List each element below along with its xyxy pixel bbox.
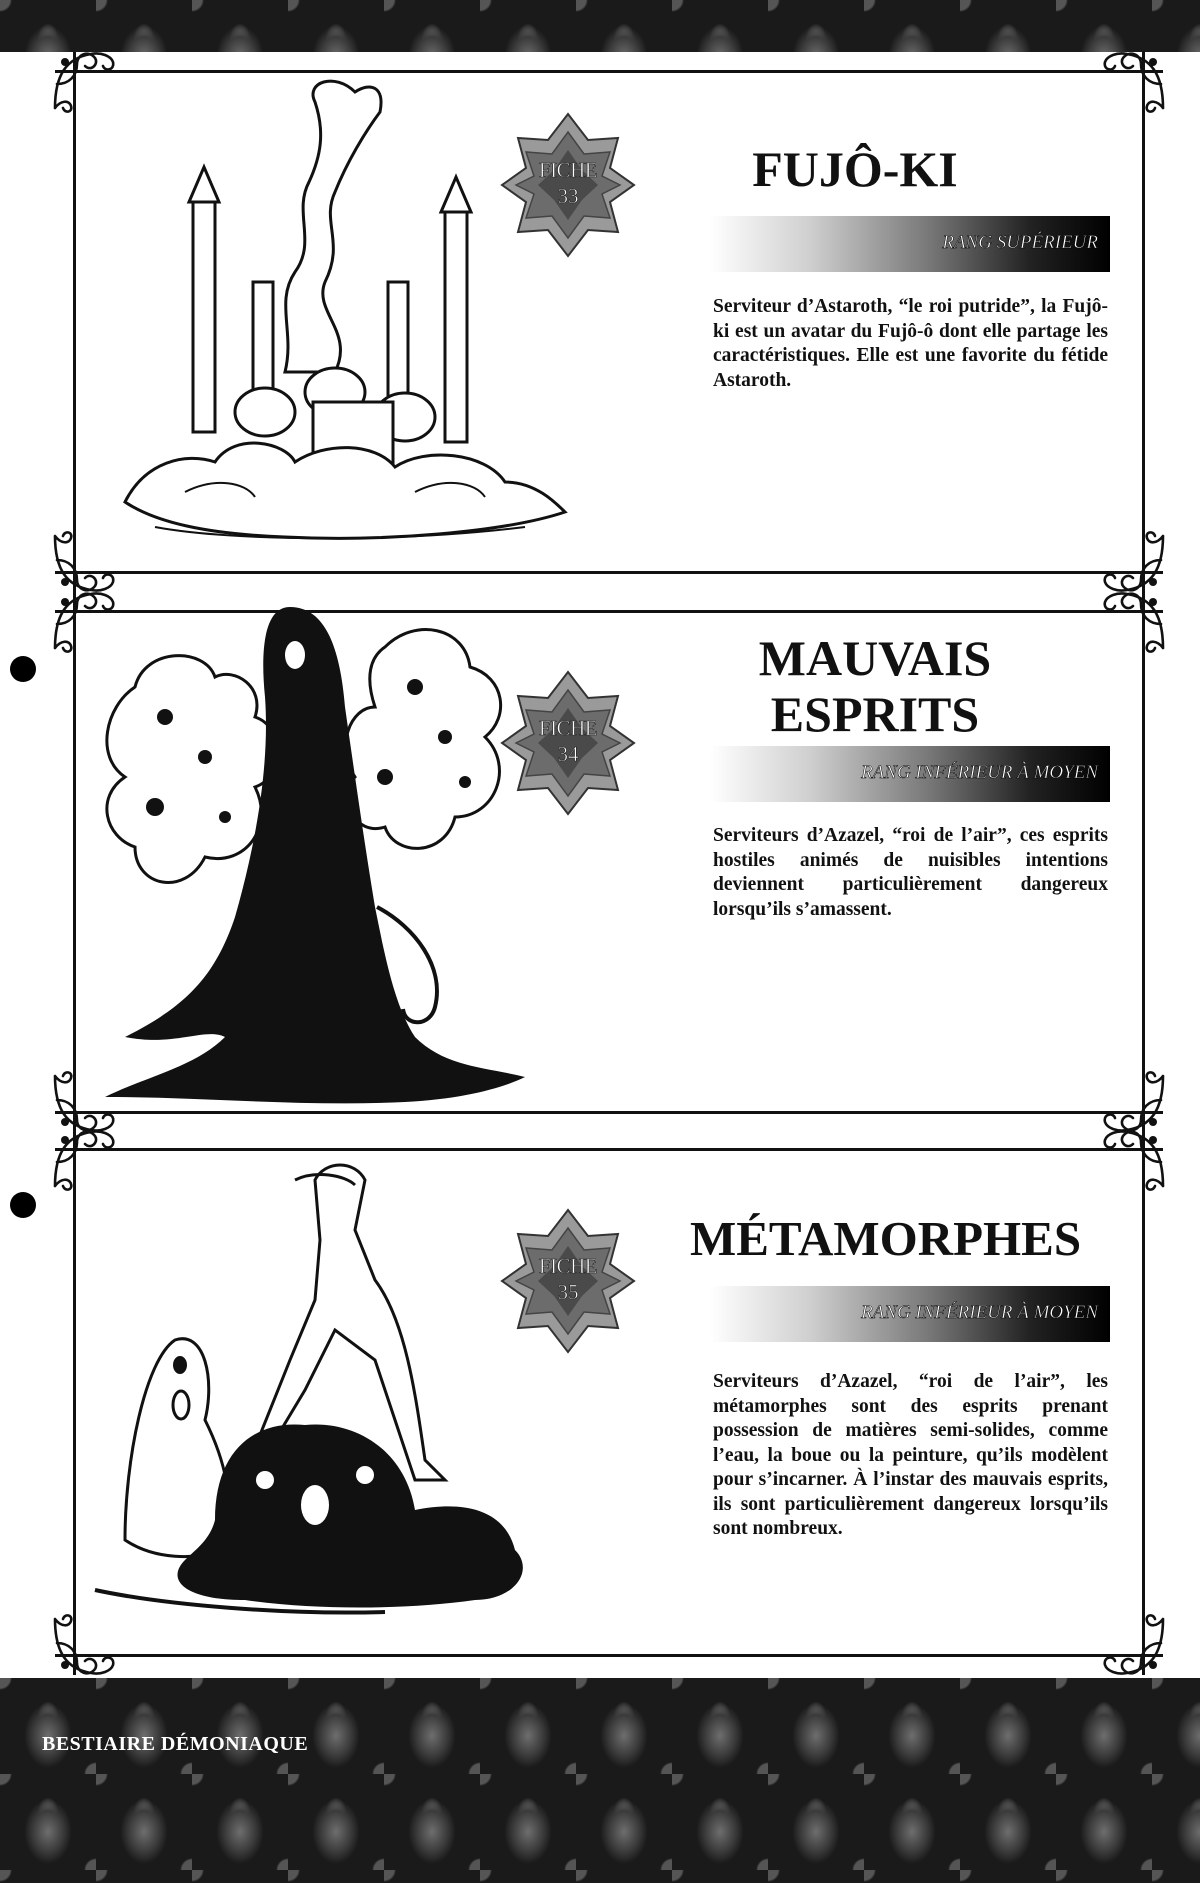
fiche-number: 34 xyxy=(557,742,579,766)
bestiary-entry-35 xyxy=(55,1130,1163,1675)
punch-hole-dot xyxy=(10,1192,36,1218)
rank-bar xyxy=(710,746,1110,802)
bottom-ornamental-band xyxy=(0,1678,1200,1883)
rank-bar xyxy=(710,216,1110,272)
entry-title-line: MÉTAMORPHES xyxy=(690,1211,1082,1266)
fiche-number: 33 xyxy=(557,184,579,208)
corner-ornament-icon xyxy=(1099,44,1171,116)
corner-ornament-icon xyxy=(1099,584,1171,656)
rank-text: RANG SUPÉRIEUR xyxy=(942,232,1098,253)
rank-text: RANG INFÉRIEUR À MOYEN xyxy=(861,762,1098,783)
fiche-label: FICHE xyxy=(538,1254,598,1278)
entry-title xyxy=(640,141,1070,197)
entry-title xyxy=(680,630,1070,742)
entry-title-line: ESPRITS xyxy=(770,686,980,742)
corner-ornament-icon xyxy=(1099,1611,1171,1683)
rank-text: RANG INFÉRIEUR À MOYEN xyxy=(861,1302,1098,1323)
entry-description: Serviteurs d’Azazel, “roi de l’air”, ces esprits hostiles animés de nuisibles intentions deviennent particulièrement dangereux lorsqu’ils s’amassent. xyxy=(713,825,1108,920)
entry-title xyxy=(690,1211,1180,1266)
entry-description: Serviteur d’Astaroth, “le roi putride”, la Fujô-ki est un avatar du Fujô-ô dont elle partage les caractéristiques. Elle est une favorite du fétide Astaroth. xyxy=(713,296,1108,391)
entry-title-line: MAUVAIS xyxy=(758,630,992,686)
fiche-label: FICHE xyxy=(538,716,598,740)
top-ornamental-band xyxy=(0,0,1200,52)
bestiary-entry-34 xyxy=(55,592,1163,1132)
entry-title-line: FUJÔ-KI xyxy=(752,141,958,197)
entry-description: Serviteurs d’Azazel, “roi de l’air”, les métamorphes sont des esprits prenant possession de matières semi-solides, comme l’eau, la boue ou la peinture, qu’ils modèlent pour s’incarner. À l’instar des mauvais esprits, ils sont particulièrement dangereux lorsqu’ils sont nombreux. xyxy=(713,1371,1108,1539)
fiche-badge xyxy=(498,110,638,260)
mauvais-esprits-illustration xyxy=(85,607,565,1117)
footer-label: BESTIAIRE DÉMONIAQUE xyxy=(42,1733,309,1755)
fiche-label: FICHE xyxy=(538,158,598,182)
rank-bar xyxy=(710,1286,1110,1342)
fiche-badge xyxy=(498,1206,638,1356)
corner-ornament-icon xyxy=(1099,1122,1171,1194)
fiche-badge xyxy=(498,668,638,818)
punch-hole-dot xyxy=(10,656,36,682)
bestiary-entry-33 xyxy=(55,52,1163,592)
fiche-number: 35 xyxy=(557,1280,579,1304)
